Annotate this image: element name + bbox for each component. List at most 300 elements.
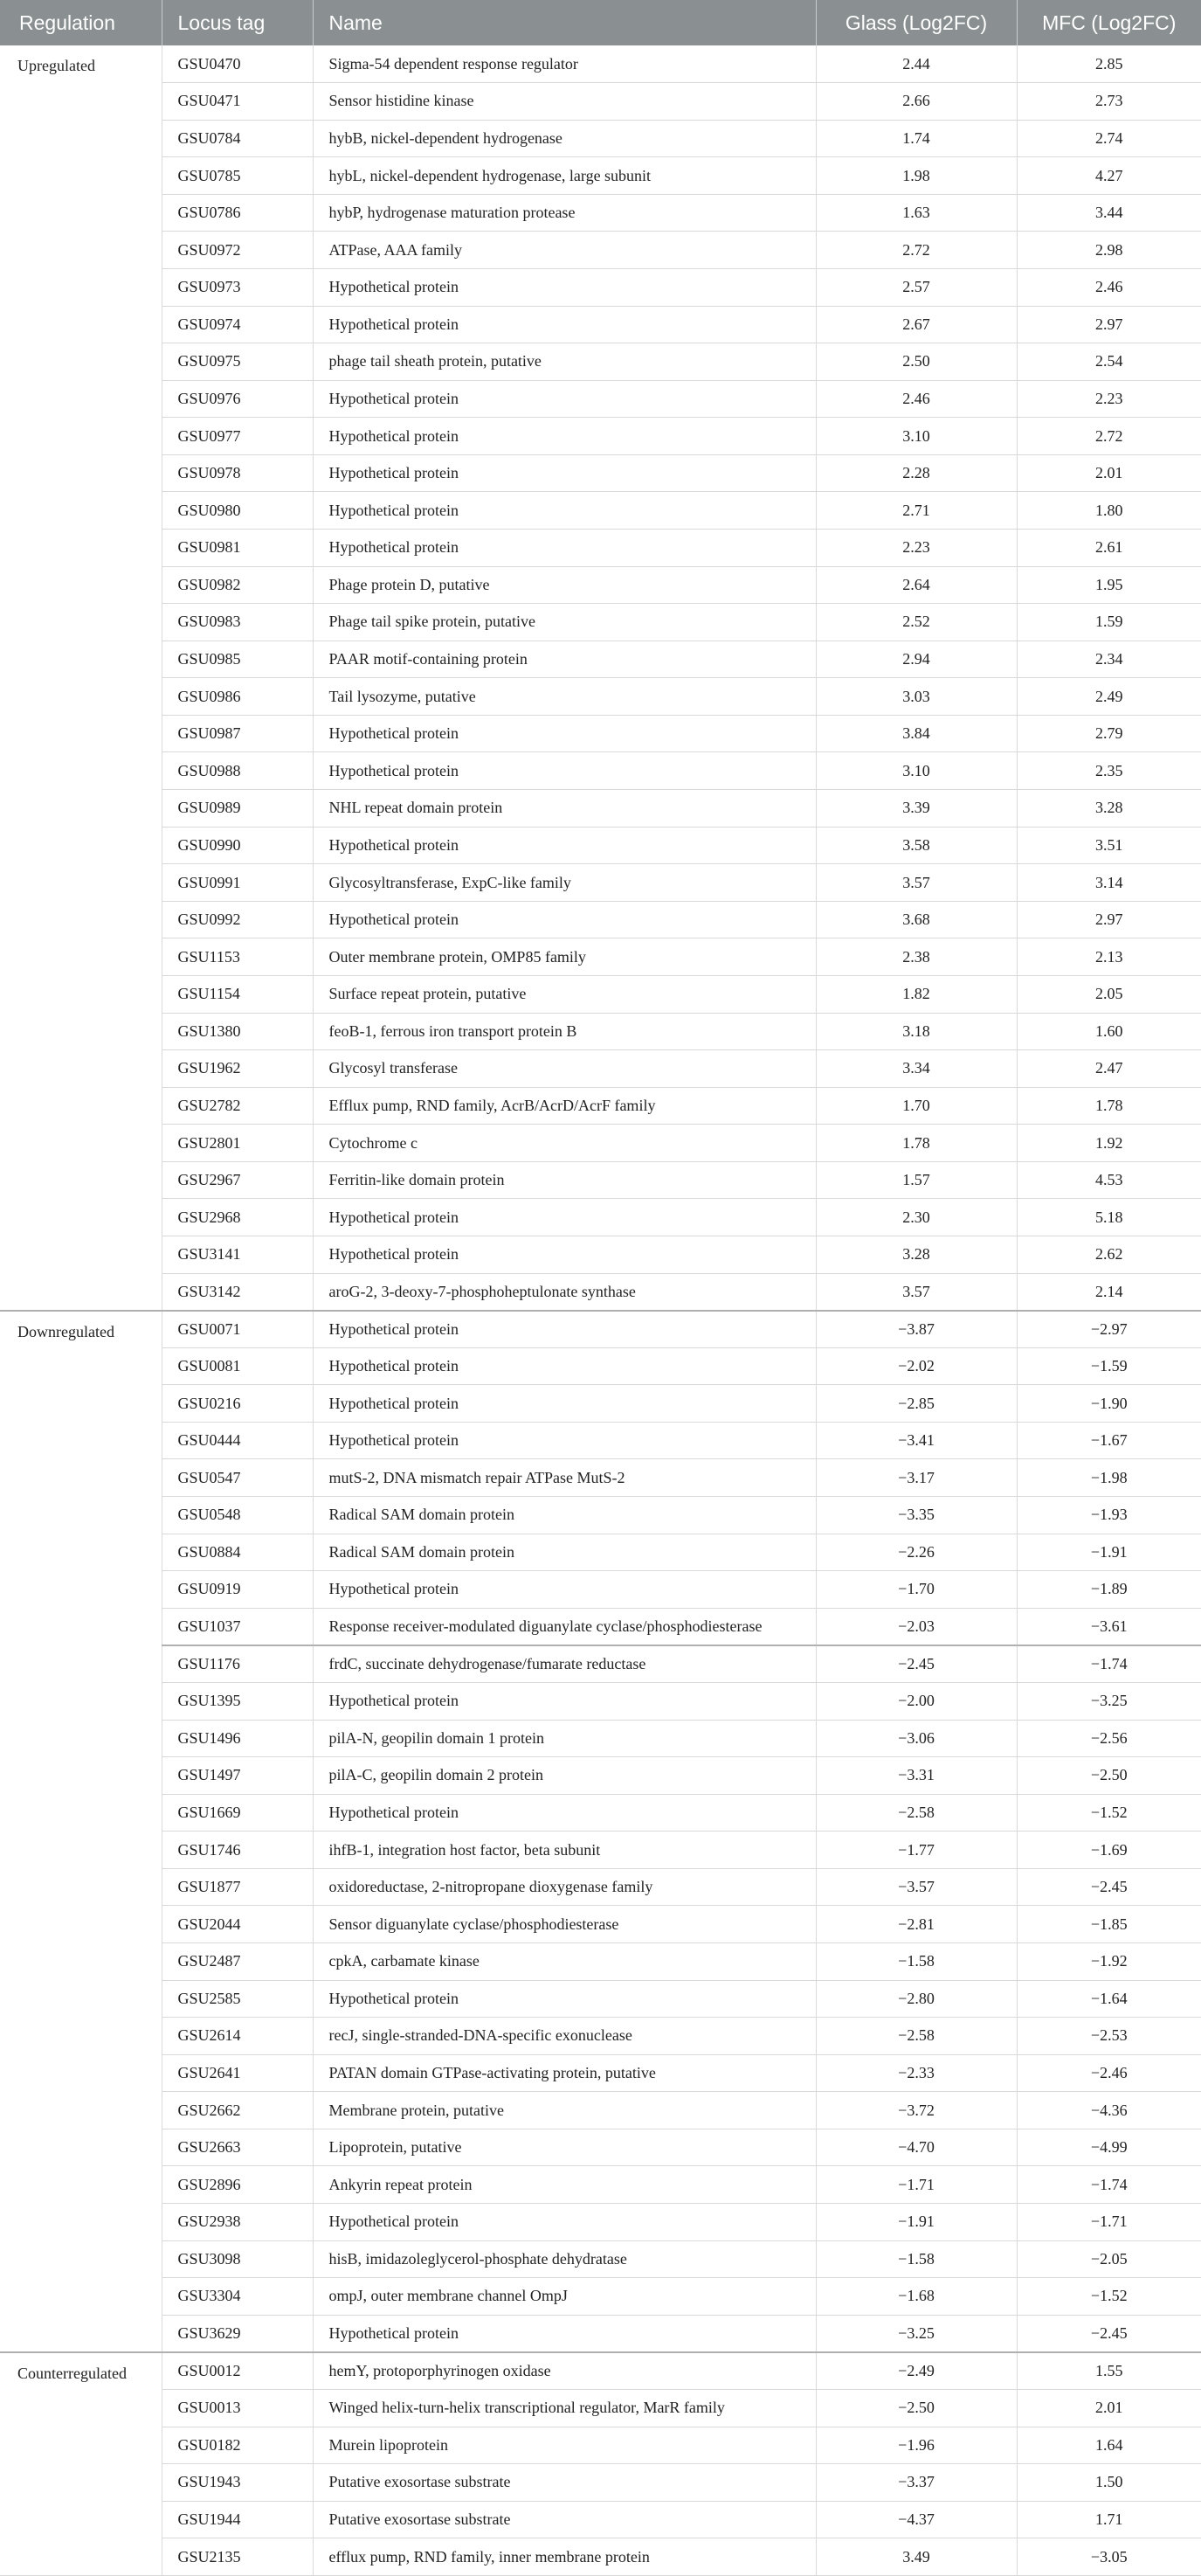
locus-tag-cell: GSU0071: [162, 1311, 313, 1348]
locus-tag-cell: GSU0990: [162, 827, 313, 864]
locus-tag-cell: GSU0978: [162, 454, 313, 492]
mfc-log2fc-cell: −2.45: [1017, 2315, 1201, 2352]
locus-tag-cell: GSU0992: [162, 901, 313, 938]
glass-log2fc-cell: 2.50: [816, 343, 1017, 381]
table-header: [0, 0, 1201, 45]
mfc-log2fc-cell: −1.74: [1017, 2166, 1201, 2204]
glass-log2fc-cell: −3.31: [816, 1757, 1017, 1795]
mfc-log2fc-cell: 2.98: [1017, 232, 1201, 269]
glass-log2fc-cell: −2.58: [816, 1794, 1017, 1832]
locus-tag-cell: GSU0884: [162, 1534, 313, 1571]
gene-name-cell: Hypothetical protein: [313, 901, 816, 938]
gene-name-cell: mutS-2, DNA mismatch repair ATPase MutS-2: [313, 1459, 816, 1497]
gene-name-cell: Membrane protein, putative: [313, 2092, 816, 2129]
mfc-log2fc-cell: −2.05: [1017, 2240, 1201, 2278]
mfc-log2fc-cell: 2.01: [1017, 2389, 1201, 2427]
glass-log2fc-cell: −3.41: [816, 1422, 1017, 1459]
mfc-log2fc-cell: −1.52: [1017, 1794, 1201, 1832]
locus-tag-cell: GSU2044: [162, 1906, 313, 1943]
table-row: [0, 343, 1201, 381]
mfc-log2fc-cell: −1.92: [1017, 1942, 1201, 1980]
gene-name-cell: efflux pump, RND family, inner membrane protein: [313, 2538, 816, 2576]
table-row: [0, 2204, 1201, 2241]
glass-log2fc-cell: −2.85: [816, 1385, 1017, 1423]
glass-log2fc-cell: 2.57: [816, 268, 1017, 306]
glass-log2fc-cell: −3.17: [816, 1459, 1017, 1497]
gene-name-cell: Hypothetical protein: [313, 530, 816, 567]
gene-name-cell: Hypothetical protein: [313, 1571, 816, 1609]
table-row: [0, 2538, 1201, 2576]
gene-name-cell: hisB, imidazoleglycerol-phosphate dehydratase: [313, 2240, 816, 2278]
locus-tag-cell: GSU0977: [162, 418, 313, 455]
mfc-log2fc-cell: −1.90: [1017, 1385, 1201, 1423]
mfc-log2fc-cell: −1.98: [1017, 1459, 1201, 1497]
table-row: [0, 1682, 1201, 1720]
glass-log2fc-cell: −1.71: [816, 2166, 1017, 2204]
gene-name-cell: Cytochrome c: [313, 1125, 816, 1162]
table-row: [0, 827, 1201, 864]
regulation-group-downregulated: Downregulated: [0, 1311, 162, 2352]
gene-name-cell: Putative exosortase substrate: [313, 2464, 816, 2502]
gene-name-cell: hybB, nickel-dependent hydrogenase: [313, 120, 816, 157]
table-row: [0, 83, 1201, 121]
gene-name-cell: PAAR motif-containing protein: [313, 641, 816, 678]
mfc-log2fc-cell: −2.45: [1017, 1868, 1201, 1906]
table-row: [0, 1608, 1201, 1645]
mfc-log2fc-cell: 2.54: [1017, 343, 1201, 381]
locus-tag-cell: GSU0976: [162, 380, 313, 418]
locus-tag-cell: GSU0013: [162, 2389, 313, 2427]
mfc-log2fc-cell: 4.27: [1017, 157, 1201, 195]
glass-log2fc-cell: −1.58: [816, 1942, 1017, 1980]
gene-name-cell: Hypothetical protein: [313, 827, 816, 864]
header-mfc-log2fc: MFC (Log2FC): [1017, 0, 1201, 45]
table-row: [0, 157, 1201, 195]
locus-tag-cell: GSU2782: [162, 1087, 313, 1125]
mfc-log2fc-cell: 1.80: [1017, 492, 1201, 530]
gene-name-cell: oxidoreductase, 2-nitropropane dioxygenase family: [313, 1868, 816, 1906]
gene-name-cell: feoB-1, ferrous iron transport protein B: [313, 1013, 816, 1050]
gene-name-cell: NHL repeat domain protein: [313, 790, 816, 828]
gene-name-cell: Hypothetical protein: [313, 1347, 816, 1385]
gene-name-cell: Ferritin-like domain protein: [313, 1161, 816, 1199]
gene-name-cell: pilA-C, geopilin domain 2 protein: [313, 1757, 816, 1795]
table-row: [0, 864, 1201, 902]
mfc-log2fc-cell: 2.23: [1017, 380, 1201, 418]
gene-name-cell: Sensor histidine kinase: [313, 83, 816, 121]
gene-name-cell: Hypothetical protein: [313, 1199, 816, 1236]
glass-log2fc-cell: −2.81: [816, 1906, 1017, 1943]
mfc-log2fc-cell: −1.69: [1017, 1832, 1201, 1869]
locus-tag-cell: GSU2967: [162, 1161, 313, 1199]
glass-log2fc-cell: 2.30: [816, 1199, 1017, 1236]
locus-tag-cell: GSU0972: [162, 232, 313, 269]
header-row: [0, 0, 1201, 45]
glass-log2fc-cell: 1.57: [816, 1161, 1017, 1199]
table-row: [0, 120, 1201, 157]
glass-log2fc-cell: 2.71: [816, 492, 1017, 530]
glass-log2fc-cell: 2.46: [816, 380, 1017, 418]
glass-log2fc-cell: −3.25: [816, 2315, 1017, 2352]
mfc-log2fc-cell: −1.89: [1017, 1571, 1201, 1609]
locus-tag-cell: GSU1669: [162, 1794, 313, 1832]
mfc-log2fc-cell: −1.91: [1017, 1534, 1201, 1571]
table-row: [0, 1497, 1201, 1534]
table-row: [0, 1236, 1201, 1274]
glass-log2fc-cell: 2.94: [816, 641, 1017, 678]
glass-log2fc-cell: 3.39: [816, 790, 1017, 828]
locus-tag-cell: GSU2487: [162, 1942, 313, 1980]
table-row: [0, 1942, 1201, 1980]
mfc-log2fc-cell: 2.47: [1017, 1050, 1201, 1088]
locus-tag-cell: GSU0786: [162, 194, 313, 232]
table-row: [0, 194, 1201, 232]
glass-log2fc-cell: 1.70: [816, 1087, 1017, 1125]
glass-log2fc-cell: −1.91: [816, 2204, 1017, 2241]
locus-tag-cell: GSU2938: [162, 2204, 313, 2241]
locus-tag-cell: GSU3141: [162, 1236, 313, 1274]
glass-log2fc-cell: 3.68: [816, 901, 1017, 938]
gene-name-cell: Sigma-54 dependent response regulator: [313, 45, 816, 83]
gene-name-cell: hybL, nickel-dependent hydrogenase, large subunit: [313, 157, 816, 195]
gene-name-cell: hemY, protoporphyrinogen oxidase: [313, 2352, 816, 2390]
gene-name-cell: aroG-2, 3-deoxy-7-phosphoheptulonate synthase: [313, 1273, 816, 1311]
gene-name-cell: Hypothetical protein: [313, 1236, 816, 1274]
mfc-log2fc-cell: 2.05: [1017, 975, 1201, 1013]
glass-log2fc-cell: 3.57: [816, 864, 1017, 902]
locus-tag-cell: GSU0547: [162, 1459, 313, 1497]
gene-name-cell: Hypothetical protein: [313, 492, 816, 530]
table-row: [0, 45, 1201, 83]
locus-tag-cell: GSU0974: [162, 306, 313, 343]
locus-tag-cell: GSU1176: [162, 1645, 313, 1683]
table-row: [0, 1422, 1201, 1459]
mfc-log2fc-cell: 3.44: [1017, 194, 1201, 232]
locus-tag-cell: GSU1746: [162, 1832, 313, 1869]
glass-log2fc-cell: 3.57: [816, 1273, 1017, 1311]
mfc-log2fc-cell: −1.85: [1017, 1906, 1201, 1943]
mfc-log2fc-cell: −2.53: [1017, 2018, 1201, 2055]
header-name: Name: [313, 0, 816, 45]
table-row: [0, 306, 1201, 343]
table-row: [0, 1720, 1201, 1757]
mfc-log2fc-cell: 2.49: [1017, 678, 1201, 716]
mfc-log2fc-cell: −1.93: [1017, 1497, 1201, 1534]
glass-log2fc-cell: 2.44: [816, 45, 1017, 83]
table-row: [0, 678, 1201, 716]
locus-tag-cell: GSU1944: [162, 2501, 313, 2538]
mfc-log2fc-cell: −1.74: [1017, 1645, 1201, 1683]
gene-name-cell: Hypothetical protein: [313, 1682, 816, 1720]
glass-log2fc-cell: −2.50: [816, 2389, 1017, 2427]
mfc-log2fc-cell: −1.71: [1017, 2204, 1201, 2241]
gene-name-cell: ihfB-1, integration host factor, beta subunit: [313, 1832, 816, 1869]
gene-name-cell: cpkA, carbamate kinase: [313, 1942, 816, 1980]
locus-tag-cell: GSU1037: [162, 1608, 313, 1645]
glass-log2fc-cell: 2.38: [816, 938, 1017, 976]
locus-tag-cell: GSU0986: [162, 678, 313, 716]
mfc-log2fc-cell: 2.74: [1017, 120, 1201, 157]
table-row: [0, 938, 1201, 976]
table-row: [0, 1757, 1201, 1795]
glass-log2fc-cell: −2.00: [816, 1682, 1017, 1720]
gene-name-cell: recJ, single-stranded-DNA-specific exonuclease: [313, 2018, 816, 2055]
table-row: [0, 1125, 1201, 1162]
gene-name-cell: hybP, hydrogenase maturation protease: [313, 194, 816, 232]
locus-tag-cell: GSU2968: [162, 1199, 313, 1236]
mfc-log2fc-cell: −3.61: [1017, 1608, 1201, 1645]
mfc-log2fc-cell: −2.46: [1017, 2054, 1201, 2092]
table-row: [0, 492, 1201, 530]
header-regulation: Regulation: [19, 10, 115, 34]
glass-log2fc-cell: 2.72: [816, 232, 1017, 269]
table-row: [0, 1311, 1201, 1348]
mfc-log2fc-cell: −1.52: [1017, 2278, 1201, 2316]
mfc-log2fc-cell: 1.60: [1017, 1013, 1201, 1050]
mfc-log2fc-cell: 2.61: [1017, 530, 1201, 567]
table-row: [0, 2018, 1201, 2055]
glass-log2fc-cell: 1.82: [816, 975, 1017, 1013]
locus-tag-cell: GSU2614: [162, 2018, 313, 2055]
locus-tag-cell: GSU2896: [162, 2166, 313, 2204]
glass-log2fc-cell: 1.74: [816, 120, 1017, 157]
locus-tag-cell: GSU2641: [162, 2054, 313, 2092]
table-row: [0, 1459, 1201, 1497]
mfc-log2fc-cell: 2.34: [1017, 641, 1201, 678]
table-row: [0, 566, 1201, 604]
mfc-log2fc-cell: 2.85: [1017, 45, 1201, 83]
glass-log2fc-cell: 3.28: [816, 1236, 1017, 1274]
table-row: [0, 1087, 1201, 1125]
gene-name-cell: phage tail sheath protein, putative: [313, 343, 816, 381]
table-row: [0, 268, 1201, 306]
locus-tag-cell: GSU0012: [162, 2352, 313, 2390]
mfc-log2fc-cell: 1.92: [1017, 1125, 1201, 1162]
locus-tag-cell: GSU0973: [162, 268, 313, 306]
mfc-log2fc-cell: 1.50: [1017, 2464, 1201, 2502]
mfc-log2fc-cell: 2.01: [1017, 454, 1201, 492]
table-row: [0, 1385, 1201, 1423]
glass-log2fc-cell: 3.10: [816, 752, 1017, 790]
regulation-group-counterregulated: Counterregulated: [0, 2352, 162, 2575]
glass-log2fc-cell: −2.58: [816, 2018, 1017, 2055]
mfc-log2fc-cell: 2.35: [1017, 752, 1201, 790]
gene-name-cell: frdC, succinate dehydrogenase/fumarate reductase: [313, 1645, 816, 1683]
glass-log2fc-cell: 2.67: [816, 306, 1017, 343]
mfc-log2fc-cell: 1.95: [1017, 566, 1201, 604]
glass-log2fc-cell: −2.03: [816, 1608, 1017, 1645]
table-row: [0, 641, 1201, 678]
table-row: [0, 1347, 1201, 1385]
table-row: [0, 790, 1201, 828]
header-glass-log2fc: Glass (Log2FC): [816, 0, 1017, 45]
gene-name-cell: Lipoprotein, putative: [313, 2129, 816, 2166]
gene-name-cell: Hypothetical protein: [313, 1794, 816, 1832]
glass-log2fc-cell: −1.77: [816, 1832, 1017, 1869]
locus-tag-cell: GSU1496: [162, 1720, 313, 1757]
glass-log2fc-cell: 3.18: [816, 1013, 1017, 1050]
table-row: [0, 2464, 1201, 2502]
gene-name-cell: Efflux pump, RND family, AcrB/AcrD/AcrF family: [313, 1087, 816, 1125]
gene-name-cell: Hypothetical protein: [313, 418, 816, 455]
mfc-log2fc-cell: −1.67: [1017, 1422, 1201, 1459]
table-row: [0, 1571, 1201, 1609]
mfc-log2fc-cell: 1.78: [1017, 1087, 1201, 1125]
table-row: [0, 1013, 1201, 1050]
table-row: [0, 2427, 1201, 2464]
mfc-log2fc-cell: 2.73: [1017, 83, 1201, 121]
locus-tag-cell: GSU1962: [162, 1050, 313, 1088]
gene-name-cell: Hypothetical protein: [313, 1980, 816, 2018]
table-row: [0, 1906, 1201, 1943]
table-row: [0, 1161, 1201, 1199]
gene-name-cell: Hypothetical protein: [313, 1385, 816, 1423]
glass-log2fc-cell: 3.84: [816, 715, 1017, 752]
mfc-log2fc-cell: 3.51: [1017, 827, 1201, 864]
locus-tag-cell: GSU0975: [162, 343, 313, 381]
locus-tag-cell: GSU0981: [162, 530, 313, 567]
locus-tag-cell: GSU1154: [162, 975, 313, 1013]
mfc-log2fc-cell: 2.97: [1017, 306, 1201, 343]
table-row: [0, 901, 1201, 938]
locus-tag-cell: GSU2662: [162, 2092, 313, 2129]
locus-tag-cell: GSU0471: [162, 83, 313, 121]
table-row: [0, 2240, 1201, 2278]
table-row: [0, 530, 1201, 567]
locus-tag-cell: GSU3142: [162, 1273, 313, 1311]
table-row: [0, 1980, 1201, 2018]
locus-tag-cell: GSU0989: [162, 790, 313, 828]
glass-log2fc-cell: −2.45: [816, 1645, 1017, 1683]
table-row: [0, 604, 1201, 641]
gene-name-cell: Hypothetical protein: [313, 1422, 816, 1459]
locus-tag-cell: GSU2135: [162, 2538, 313, 2576]
gene-name-cell: Phage protein D, putative: [313, 566, 816, 604]
gene-name-cell: Ankyrin repeat protein: [313, 2166, 816, 2204]
locus-tag-cell: GSU3098: [162, 2240, 313, 2278]
locus-tag-cell: GSU3629: [162, 2315, 313, 2352]
table-row: [0, 2352, 1201, 2390]
table-row: [0, 380, 1201, 418]
regulation-group-upregulated: Upregulated: [0, 45, 162, 1311]
glass-log2fc-cell: 1.78: [816, 1125, 1017, 1162]
mfc-log2fc-cell: −4.36: [1017, 2092, 1201, 2129]
table-row: [0, 1273, 1201, 1311]
gene-name-cell: Outer membrane protein, OMP85 family: [313, 938, 816, 976]
gene-name-cell: Hypothetical protein: [313, 380, 816, 418]
mfc-log2fc-cell: −1.59: [1017, 1347, 1201, 1385]
glass-log2fc-cell: −3.87: [816, 1311, 1017, 1348]
mfc-log2fc-cell: 2.97: [1017, 901, 1201, 938]
glass-log2fc-cell: 3.34: [816, 1050, 1017, 1088]
mfc-log2fc-cell: 1.55: [1017, 2352, 1201, 2390]
header-locus-tag: Locus tag: [162, 0, 313, 45]
gene-name-cell: Hypothetical protein: [313, 1311, 816, 1348]
glass-log2fc-cell: −4.70: [816, 2129, 1017, 2166]
table-row: [0, 1868, 1201, 1906]
glass-log2fc-cell: −4.37: [816, 2501, 1017, 2538]
glass-log2fc-cell: −2.02: [816, 1347, 1017, 1385]
glass-log2fc-cell: 3.03: [816, 678, 1017, 716]
table-row: [0, 715, 1201, 752]
locus-tag-cell: GSU0991: [162, 864, 313, 902]
gene-name-cell: Hypothetical protein: [313, 306, 816, 343]
locus-tag-cell: GSU0982: [162, 566, 313, 604]
table-row: [0, 1050, 1201, 1088]
locus-tag-cell: GSU0784: [162, 120, 313, 157]
locus-tag-cell: GSU1943: [162, 2464, 313, 2502]
table-row: [0, 2092, 1201, 2129]
table-row: [0, 2389, 1201, 2427]
table-row: [0, 1794, 1201, 1832]
locus-tag-cell: GSU0548: [162, 1497, 313, 1534]
table-row: [0, 2054, 1201, 2092]
gene-name-cell: PATAN domain GTPase-activating protein, putative: [313, 2054, 816, 2092]
gene-name-cell: ompJ, outer membrane channel OmpJ: [313, 2278, 816, 2316]
locus-tag-cell: GSU1497: [162, 1757, 313, 1795]
glass-log2fc-cell: 2.64: [816, 566, 1017, 604]
locus-tag-cell: GSU1877: [162, 1868, 313, 1906]
locus-tag-cell: GSU0444: [162, 1422, 313, 1459]
glass-log2fc-cell: 2.23: [816, 530, 1017, 567]
gene-name-cell: Phage tail spike protein, putative: [313, 604, 816, 641]
gene-name-cell: Hypothetical protein: [313, 715, 816, 752]
table-row: [0, 418, 1201, 455]
mfc-log2fc-cell: 5.18: [1017, 1199, 1201, 1236]
table-row: [0, 2501, 1201, 2538]
mfc-log2fc-cell: −1.64: [1017, 1980, 1201, 2018]
locus-tag-cell: GSU0988: [162, 752, 313, 790]
glass-log2fc-cell: −2.26: [816, 1534, 1017, 1571]
mfc-log2fc-cell: 2.46: [1017, 268, 1201, 306]
glass-log2fc-cell: −2.33: [816, 2054, 1017, 2092]
gene-name-cell: Putative exosortase substrate: [313, 2501, 816, 2538]
glass-log2fc-cell: −1.58: [816, 2240, 1017, 2278]
mfc-log2fc-cell: −2.50: [1017, 1757, 1201, 1795]
mfc-log2fc-cell: 2.14: [1017, 1273, 1201, 1311]
glass-log2fc-cell: 2.52: [816, 604, 1017, 641]
glass-log2fc-cell: −1.70: [816, 1571, 1017, 1609]
glass-log2fc-cell: −3.37: [816, 2464, 1017, 2502]
mfc-log2fc-cell: 2.13: [1017, 938, 1201, 976]
locus-tag-cell: GSU0081: [162, 1347, 313, 1385]
locus-tag-cell: GSU0785: [162, 157, 313, 195]
gene-name-cell: Radical SAM domain protein: [313, 1497, 816, 1534]
glass-log2fc-cell: 3.10: [816, 418, 1017, 455]
gene-name-cell: Hypothetical protein: [313, 268, 816, 306]
gene-name-cell: ATPase, AAA family: [313, 232, 816, 269]
mfc-log2fc-cell: −3.25: [1017, 1682, 1201, 1720]
gene-name-cell: Hypothetical protein: [313, 2315, 816, 2352]
gene-name-cell: Hypothetical protein: [313, 752, 816, 790]
glass-log2fc-cell: −3.06: [816, 1720, 1017, 1757]
mfc-log2fc-cell: −2.97: [1017, 1311, 1201, 1348]
locus-tag-cell: GSU0980: [162, 492, 313, 530]
table-row: [0, 2166, 1201, 2204]
locus-tag-cell: GSU1380: [162, 1013, 313, 1050]
table-row: [0, 2278, 1201, 2316]
locus-tag-cell: GSU1153: [162, 938, 313, 976]
table-row: [0, 2129, 1201, 2166]
mfc-log2fc-cell: 2.72: [1017, 418, 1201, 455]
gene-name-cell: Winged helix-turn-helix transcriptional regulator, MarR family: [313, 2389, 816, 2427]
glass-log2fc-cell: 1.63: [816, 194, 1017, 232]
glass-log2fc-cell: 3.58: [816, 827, 1017, 864]
table-row: [0, 232, 1201, 269]
gene-name-cell: Response receiver-modulated diguanylate cyclase/phosphodiesterase: [313, 1608, 816, 1645]
glass-log2fc-cell: −1.68: [816, 2278, 1017, 2316]
table-row: [0, 2315, 1201, 2352]
